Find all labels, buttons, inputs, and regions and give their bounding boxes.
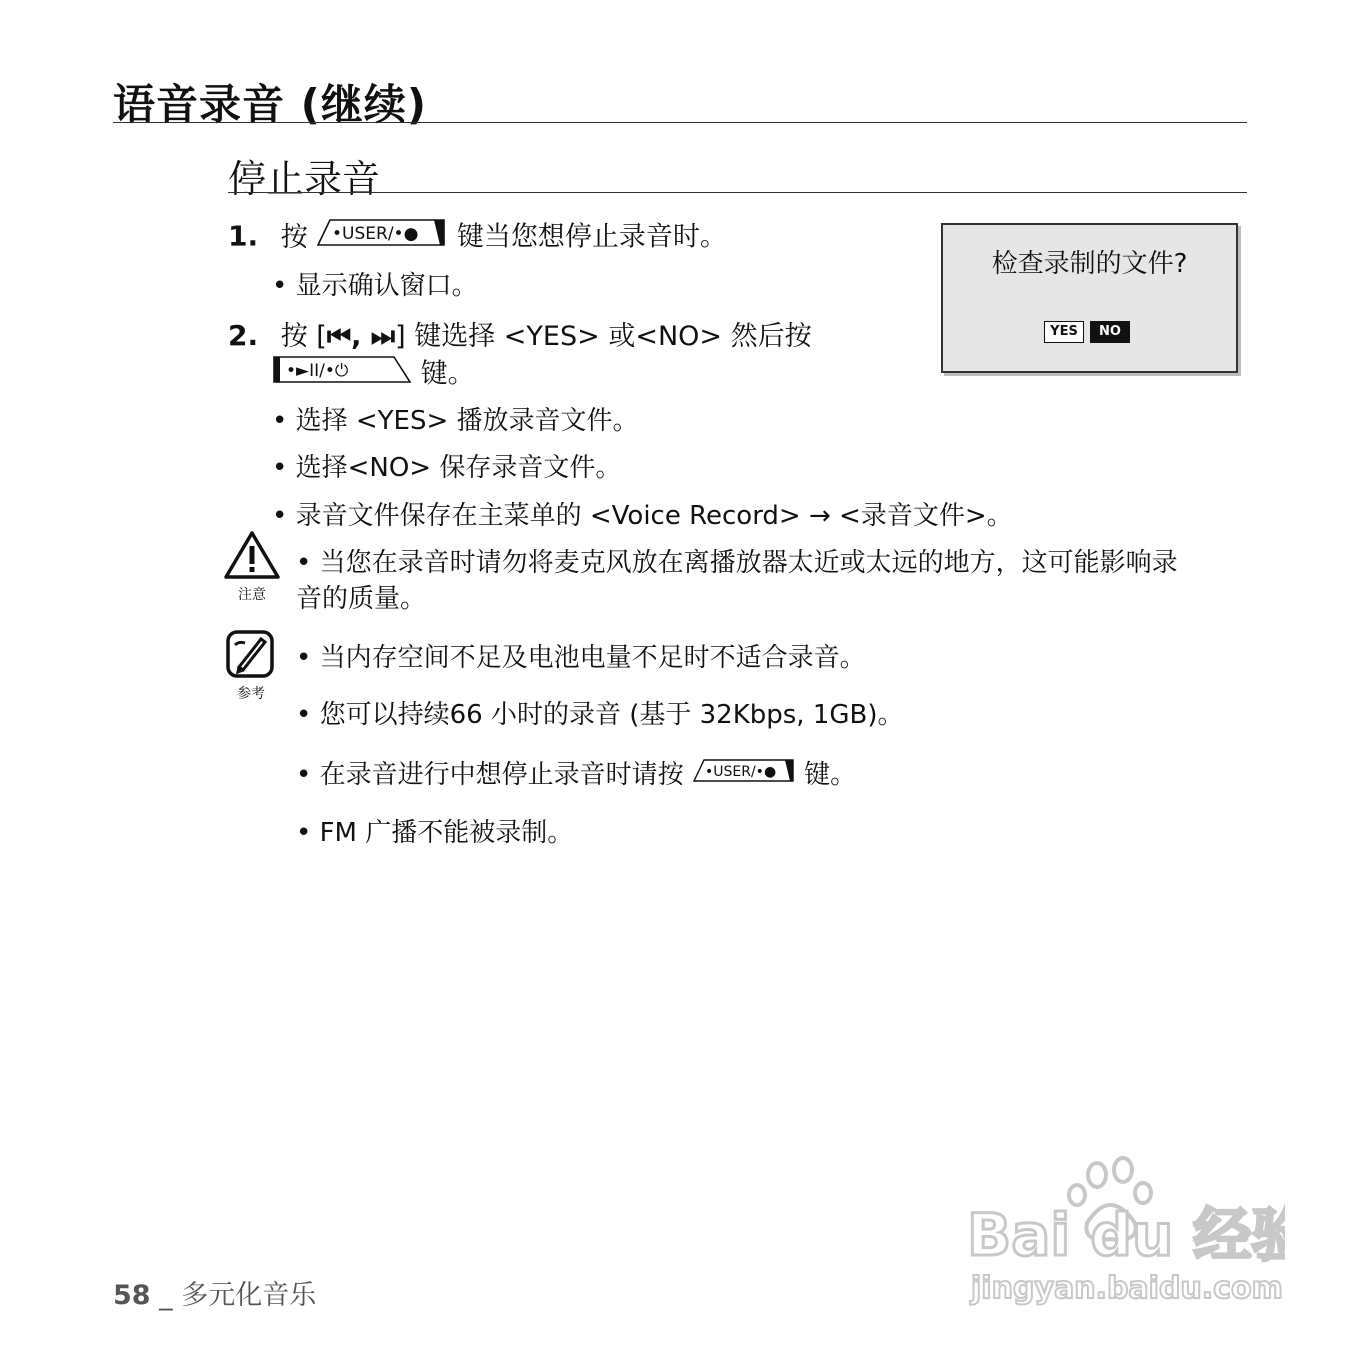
watermark-url: jingyan.baidu.com: [971, 1271, 1283, 1306]
caution-text-line2: 音的质量。: [296, 584, 427, 614]
page-footer: [113, 1273, 316, 1312]
caution-label: 注意: [238, 587, 266, 603]
step-2-pre: 按 [: [280, 321, 327, 352]
step-2-number: 2.: [228, 319, 259, 352]
step-1-number: 1.: [228, 219, 259, 253]
warning-icon: [224, 530, 280, 580]
step-2-mid: ] 键选择 <YES> 或<NO> 然后按: [395, 321, 812, 352]
pencil-note-icon: [225, 629, 275, 679]
step-1: [228, 218, 727, 258]
step-2-line2: [272, 355, 475, 395]
note-item-1: • 当内存空间不足及电池电量不足时不适合录音。: [296, 643, 866, 673]
baidu-paw-logo: [965, 1155, 1285, 1310]
play-key-label: •►II/•⏻: [286, 361, 349, 381]
note-item-4: • FM 广播不能被录制。: [296, 818, 574, 848]
step-2: [228, 318, 812, 355]
user-record-key-icon: [316, 218, 448, 258]
note-block-icon: [225, 629, 277, 703]
skip-keys: ⏮, ⏭: [326, 321, 396, 352]
note-stop-post: 键。: [804, 760, 857, 790]
step-1-post: 键当您想停止录音时。: [456, 221, 727, 253]
note-label: 参考: [237, 686, 265, 702]
dialog-yes-button: YES: [1044, 321, 1084, 343]
page-number: 58: [113, 1280, 151, 1311]
dialog-no-button: NO: [1090, 321, 1130, 343]
caution-block-icon: [224, 530, 280, 604]
step-2-bullet-location: • 录音文件保存在主菜单的 <Voice Record> → <录音文件>。: [272, 501, 1013, 531]
note-item-2: • 您可以持续66 小时的录音 (基于 32Kbps, 1GB)。: [296, 700, 904, 730]
footer-section: 多元化音乐: [181, 1280, 317, 1311]
caution-text-line1: • 当您在录音时请勿将麦克风放在离播放器太近或太远的地方，这可能影响录: [296, 548, 1178, 578]
step-2-bullet-no: • 选择<NO> 保存录音文件。: [272, 453, 622, 483]
user-key-label: •USER/•●: [332, 224, 419, 244]
confirm-dialog: [941, 223, 1238, 373]
page-title: 语音录音 (继续): [113, 80, 428, 129]
note-item-3: [296, 757, 856, 794]
footer-separator: _: [150, 1280, 182, 1311]
step-1-pre: 按: [280, 221, 308, 253]
play-pause-key-icon: [272, 355, 412, 395]
note-stop-pre: • 在录音进行中想停止录音时请按: [296, 760, 684, 790]
baidu-watermark: [965, 1155, 1285, 1314]
watermark-brand: Bai du 经验: [967, 1201, 1285, 1269]
step-2-post: 键。: [420, 358, 475, 390]
user-key-small-label: •USER/•●: [704, 763, 777, 780]
title-divider: [113, 122, 1247, 123]
section-title: 停止录音: [228, 157, 381, 201]
step-2-bullet-yes: • 选择 <YES> 播放录音文件。: [272, 406, 639, 436]
user-record-key-icon-small: [692, 758, 796, 794]
section-divider: [228, 192, 1247, 193]
dialog-title: 检查录制的文件?: [991, 249, 1188, 279]
step-1-bullet: • 显示确认窗口。: [272, 271, 478, 301]
